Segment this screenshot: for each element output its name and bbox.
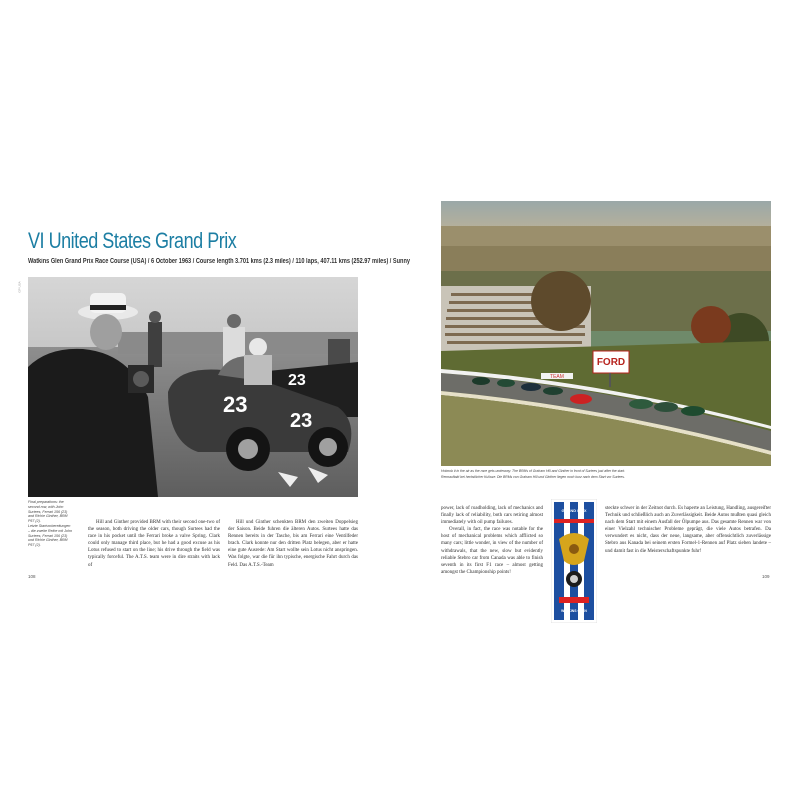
page-number-right: 109 (762, 574, 770, 579)
bw-photo (28, 277, 358, 497)
caption-right-german: Rennauftakt bei herbstlicher Kulisse: Die BRMs von Graham Hill und Ginther liegen noch kurz nach dem Start vor Surtees. (441, 475, 625, 479)
photo-race-start (441, 201, 771, 466)
page-number-left: 108 (28, 574, 36, 579)
side-note-left: GP USA (17, 281, 22, 293)
race-poster (551, 499, 597, 623)
caption-left-german: Letzte Startvorbereitungen – die zweite Reihe mit John Surtees, Ferrari 156 (23) und Richie Ginther, BRM P57 (2). (28, 524, 72, 548)
body-text-german-1: Hill und Ginther schenkten BRM den zweiten Doppelsieg der Saison. Beide fuhren die älteren Autos. Surtees hatte das Rennen bereits in der Tasche, bis am Ferrari eine Ventilfeder brach. Clark konnte nur den dritten Platz belegen, aber er hatte eine gute Ausrede: Am Start wollte sein Lotus nicht anspringen. Was folgte, war die für ihn typische, energische Fahrt durch das Feld. Das A.T.S.-Team (228, 520, 358, 568)
body-text-english-2 (441, 505, 543, 576)
body-text-english-1: Hill and Ginther provided BRM with their second one-two of the season, both driving the older cars, though Surtees had the race in his pocket until the Ferrari broke a valve Spring. Clark could only manage third place, but he had a good excuse as his Lotus refused to start on the line; his drive through the field was typically forceful. The A.T.S. team were in dire straits with lack of (88, 520, 220, 568)
color-photo (441, 201, 771, 466)
photo-grid-preparations (28, 277, 358, 497)
poster-top-text: GRAND PRIX (561, 508, 587, 513)
body-text-german-2: steckte schwer in der Zeitnot durch. Es haperte an Leistung, Handling, ausgereifter Technik und schließlich auch an Zuverlässigkeit. Beide Autos mußten quasi gleich nach dem Start mit einem Ausfall der Ölpumpe aus. Das gesamte Rennen war von einer Vielzahl technischer Probleme geprägt, die viele Autos betrafen. Da verwundert es nicht, dass der neue, langsame, aber offensichtlich zuverlässige Stebro aus Kanada bei seinem ersten Formel-1-Rennen auf Platz sieben landete – und damit fast in die Meisterschaftspunkte fuhr! (605, 506, 771, 554)
page-title: VI United States Grand Prix (28, 228, 237, 253)
caption-right-english: Hobnob it in the air as the race gets underway: The BRMs of Graham Hill and Ginther in front of Surtees just after the start. (441, 469, 626, 473)
poster-art (551, 499, 597, 623)
car-number-front: 23 (223, 392, 248, 417)
caption-left-english: Final preparations: the second row, with John Surtees, Ferrari 156 (23) and Richie Ginther, BRM P57 (2). (28, 500, 68, 524)
body-paragraph: power, lack of roadholding, lack of mechanics and finally lack of reliability, both cars retiring almost immediately with oil pump failures. (441, 506, 543, 526)
car-number-side: 23 (290, 410, 313, 432)
body-paragraph: Overall, in fact, the race was notable for the host of mechanical problems which afflicted so many cars; little wonder, in view of the number of withdrawals, that the new, slow but evidently reliable Stebro car from Canada was able to finish seventh in its first F1 race – almost getting amongst the Championship points! (441, 527, 543, 575)
car-number-rear: 23 (288, 372, 306, 389)
banner-text: TEAM (550, 374, 564, 380)
ford-sign: FORD (596, 357, 626, 368)
race-details: Watkins Glen Grand Prix Race Course (USA) / 6 October 1963 / Course length 3.701 kms (2.3 miles) / 110 laps, 407.11 kms (252.97 miles) / Sunny (28, 258, 410, 265)
poster-bottom-text: WATKINS GLEN (561, 609, 587, 613)
